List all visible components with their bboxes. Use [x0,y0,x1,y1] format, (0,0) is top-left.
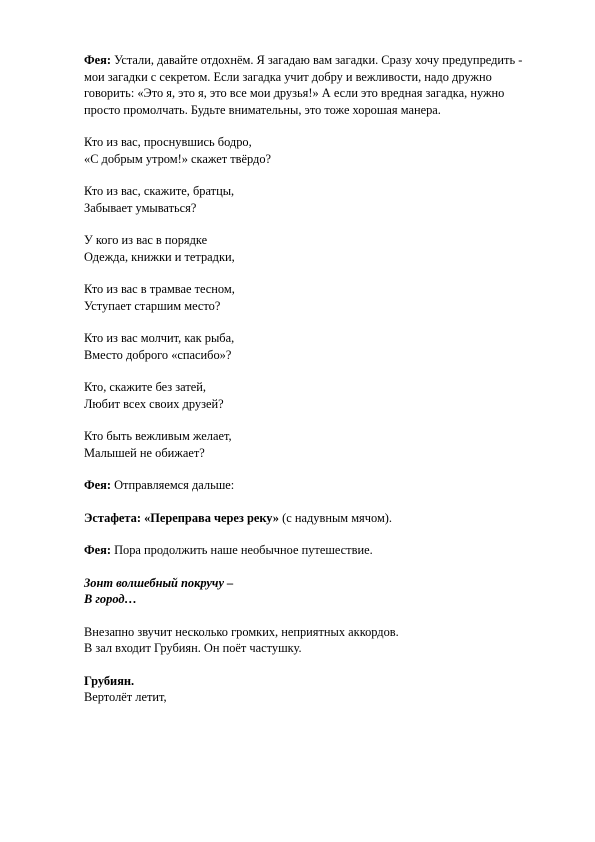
fairy-continue-paragraph [84,542,524,559]
relay-paragraph [84,510,524,527]
riddle [84,232,524,265]
stage-direction [84,624,524,657]
riddle-line: Кто, скажите без затей, [84,380,206,394]
paragraph-text: Устали, давайте отдохнём. Я загадаю вам загадки. Сразу хочу предупредить - мои загадки с секретом. Если загадка учит добру и вежливости, надо дружно говорить: «Это я, это я, это все мои друзья!» А если это вредная загадка, нужно просто промолчать. Будьте внимательны, это тоже хорошая манера. [84,53,523,117]
relay-note: (с надувным мячом). [279,510,393,525]
stage-direction-line: Внезапно звучит несколько громких, неприятных аккордов. [84,624,399,639]
riddle-line: Одежда, книжки и тетрадки, [84,249,235,264]
riddle-line: У кого из вас в порядке [84,233,208,247]
riddle [84,428,524,461]
riddle [84,330,524,363]
speaker-label: Фея: [84,53,111,67]
song-line: Вертолёт летит, [84,690,167,704]
riddle-line: Малышей не обижает? [84,445,205,460]
riddle-line: Кто из вас, скажите, братцы, [84,184,235,198]
fairy-move-on-paragraph [84,477,524,494]
riddle-line: Кто из вас в трамвае тесном, [84,282,235,296]
riddle-line: Кто из вас, проснувшись бодро, [84,135,252,149]
spell-line: Зонт волшебный покручу – [84,575,234,590]
riddle-line: Любит всех своих друзей? [84,396,224,411]
relay-title: Эстафета: «Переправа через реку» [84,510,280,525]
paragraph-text: Пора продолжить наше необычное путешествие. [110,543,373,557]
riddle [84,281,524,314]
riddle-line: Кто быть вежливым желает, [84,429,232,443]
speaker-label: Фея: [84,543,111,557]
riddle [84,379,524,412]
speaker-label: Фея: [84,478,111,492]
fairy-intro-paragraph [84,52,524,118]
stage-direction-line: В зал входит Грубиян. Он поёт частушку. [84,641,302,655]
riddle-line: Уступает старшим место? [84,298,221,313]
riddle-line: Забывает умываться? [84,200,197,215]
rude-song [84,673,524,706]
riddle [84,134,524,167]
spell-verse [84,575,524,608]
riddle-line: Вместо доброго «спасибо»? [84,347,232,362]
riddle-line: Кто из вас молчит, как рыба, [84,331,235,345]
speaker-label: Грубиян. [84,673,135,688]
riddle-line: «С добрым утром!» скажет твёрдо? [84,151,272,166]
riddle [84,183,524,216]
spell-line: В город… [84,592,137,606]
document-body [84,52,524,722]
paragraph-text: Отправляемся дальше: [110,478,235,492]
